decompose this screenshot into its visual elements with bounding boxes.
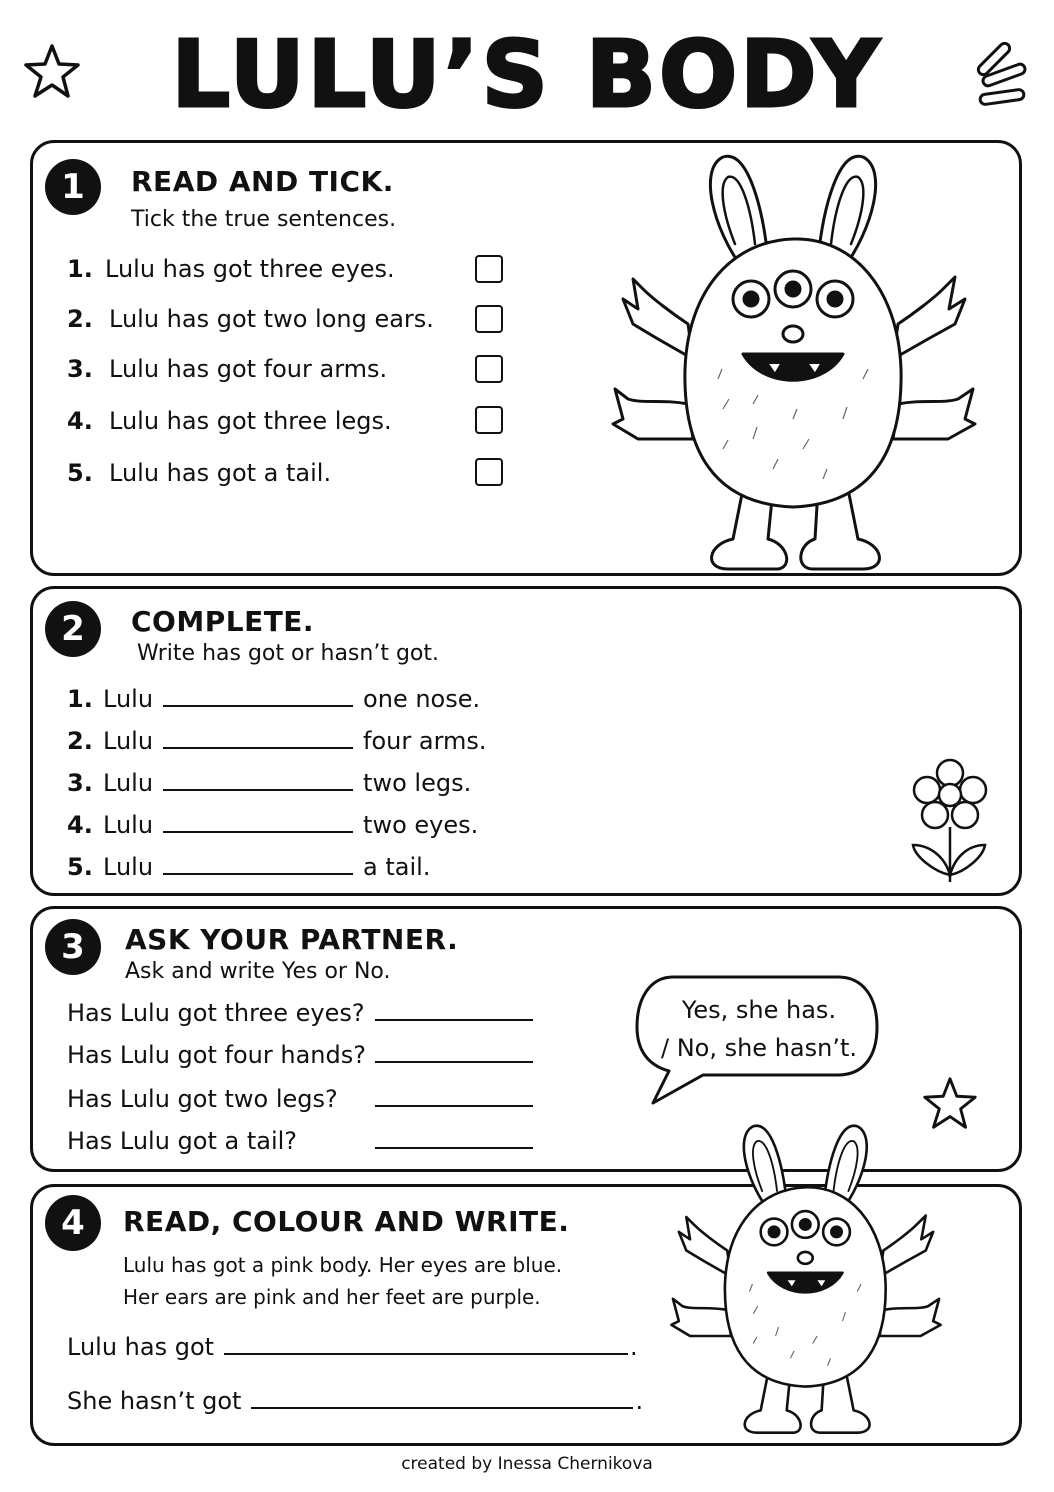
monster-lulu-illustration	[664, 1116, 954, 1440]
tick-checkbox[interactable]	[475, 255, 503, 283]
section-number: 1	[45, 159, 101, 215]
item-subject: Lulu	[103, 727, 154, 755]
answer-blank[interactable]	[163, 789, 353, 791]
list-item	[67, 853, 430, 881]
writing-prompt: Lulu has got	[67, 1333, 215, 1361]
item-number: 1.	[67, 255, 93, 283]
section-instruction: Tick the true sentences.	[131, 207, 397, 232]
answer-blank[interactable]	[163, 873, 353, 875]
item-number: 4.	[67, 407, 93, 435]
section-heading: READ AND TICK.	[131, 165, 394, 198]
writing-row	[67, 1387, 643, 1415]
item-number: 5.	[67, 459, 93, 487]
item-ending: a tail.	[363, 853, 431, 881]
item-number: 2.	[67, 305, 93, 333]
question-row	[67, 1127, 543, 1155]
page-title: LULU’S BODY	[171, 21, 883, 128]
list-item	[67, 811, 478, 839]
item-text: Lulu has got three eyes.	[105, 255, 395, 283]
list-item	[67, 769, 471, 797]
question-text: Has Lulu got two legs?	[67, 1085, 338, 1113]
tick-checkbox[interactable]	[475, 458, 503, 486]
item-subject: Lulu	[103, 853, 154, 881]
question-text: Has Lulu got four hands?	[67, 1041, 366, 1069]
item-ending: four arms.	[363, 727, 487, 755]
item-subject: Lulu	[103, 685, 154, 713]
section-heading: READ, COLOUR AND WRITE.	[123, 1205, 570, 1238]
item-text: Lulu has got two long ears.	[109, 305, 434, 333]
item-number: 1.	[67, 685, 93, 713]
section-instruction: Write has got or hasn’t got.	[137, 641, 439, 666]
flower-icon	[905, 757, 995, 887]
answer-blank[interactable]	[375, 1105, 533, 1107]
tick-checkbox[interactable]	[475, 355, 503, 383]
section-instruction: Ask and write Yes or No.	[125, 959, 391, 984]
list-item	[67, 727, 487, 755]
bubble-line: / No, she hasn’t.	[660, 1034, 858, 1062]
section-heading: ASK YOUR PARTNER.	[125, 923, 459, 956]
question-text: Has Lulu got three eyes?	[67, 999, 365, 1027]
section-number: 2	[45, 601, 101, 657]
list-item	[67, 459, 331, 487]
section-complete	[30, 586, 1022, 896]
footer-credit: created by Inessa Chernikova	[401, 1454, 653, 1474]
speech-bubble-text	[649, 991, 869, 1067]
section-heading: COMPLETE.	[131, 605, 315, 638]
item-ending: two legs.	[363, 769, 472, 797]
end-mark: .	[635, 1387, 644, 1415]
sparkle-lines-icon	[966, 30, 1036, 120]
section-read-and-tick	[30, 140, 1022, 576]
question-row	[67, 999, 543, 1027]
item-number: 2.	[67, 727, 93, 755]
list-item	[67, 305, 434, 333]
item-ending: two eyes.	[363, 811, 479, 839]
monster-lulu-illustration	[603, 149, 993, 573]
reading-text-line: Lulu has got a pink body. Her eyes are blue.	[123, 1253, 563, 1277]
question-row	[67, 1085, 543, 1113]
item-number: 3.	[67, 355, 93, 383]
item-ending: one nose.	[363, 685, 481, 713]
answer-blank[interactable]	[163, 705, 353, 707]
item-text: Lulu has got three legs.	[109, 407, 392, 435]
answer-blank[interactable]	[163, 831, 353, 833]
answer-blank[interactable]	[251, 1407, 633, 1409]
answer-blank[interactable]	[163, 747, 353, 749]
answer-blank[interactable]	[375, 1019, 533, 1021]
writing-row	[67, 1333, 638, 1361]
section-number: 4	[45, 1195, 101, 1251]
list-item	[67, 407, 392, 435]
list-item	[67, 685, 480, 713]
tick-checkbox[interactable]	[475, 305, 503, 333]
list-item	[67, 355, 387, 383]
item-number: 5.	[67, 853, 93, 881]
item-number: 4.	[67, 811, 93, 839]
item-text: Lulu has got four arms.	[109, 355, 388, 383]
reading-text-line: Her ears are pink and her feet are purple.	[123, 1285, 541, 1309]
star-icon	[20, 40, 84, 104]
writing-prompt: She hasn’t got	[67, 1387, 242, 1415]
question-row	[67, 1041, 543, 1069]
tick-checkbox[interactable]	[475, 406, 503, 434]
answer-blank[interactable]	[224, 1353, 628, 1355]
bubble-line: Yes, she has.	[681, 996, 837, 1024]
answer-blank[interactable]	[375, 1061, 533, 1063]
list-item	[67, 255, 395, 283]
answer-blank[interactable]	[375, 1147, 533, 1149]
item-subject: Lulu	[103, 811, 154, 839]
item-subject: Lulu	[103, 769, 154, 797]
item-number: 3.	[67, 769, 93, 797]
question-text: Has Lulu got a tail?	[67, 1127, 298, 1155]
section-number: 3	[45, 919, 101, 975]
item-text: Lulu has got a tail.	[109, 459, 332, 487]
end-mark: .	[630, 1333, 638, 1361]
